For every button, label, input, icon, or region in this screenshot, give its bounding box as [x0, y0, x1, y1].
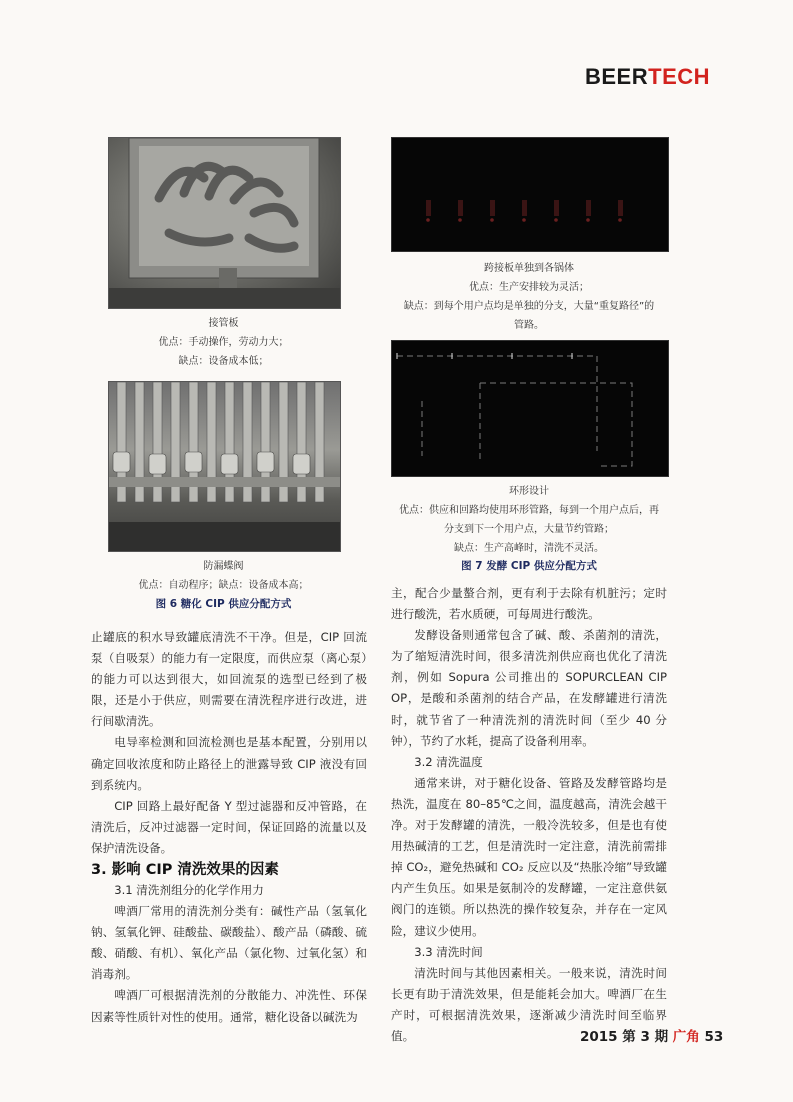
butterfly-valve-illustration — [109, 382, 340, 551]
right-para-4: 清洗时间与其他因素相关。一般来说，清洗时间长更有助于清洗效果，但是能耗会加大。啤酒厂在生产时，可根据清洗效果，逐渐减少清洗时间至临界值。 — [391, 965, 667, 1043]
left-column-bottom — [91, 880, 367, 1028]
subsection-3-3: 3.3 清洗时间 — [414, 944, 483, 959]
left-para-5: 啤酒厂可根据清洗剂的分散能力、冲洗性、环保因素等性质针对性的使用。通常，糖化设备以碱洗为 — [91, 988, 367, 1024]
section-heading-3: 3. 影响 CIP 清洗效果的因素 — [91, 862, 279, 878]
fig6-img2-text: 优点：自动程序；缺点：设备成本高； — [138, 580, 309, 591]
footer-page-number: 53 — [704, 1029, 724, 1045]
subsection-3-2: 3.2 清洗温度 — [414, 754, 483, 769]
left-para-2: 电导率检测和回流检测也是基本配置，分别用以确定回收浓度和防止路径上的泄露导致 CIP 液没有回到系统内。 — [91, 735, 367, 792]
fig7-img1-pros: 优点：生产安排较为灵活； — [469, 282, 589, 293]
fig7-img2-title: 环形设计 — [509, 486, 549, 497]
fig7-img2-cons: 缺点：生产高峰时，清洗不灵活。 — [454, 543, 604, 554]
right-column — [391, 583, 667, 1047]
subsection-3-1: 3.1 清洗剂组分的化学作用力 — [114, 883, 264, 897]
fig7-img1-title: 跨接板单独到各锅体 — [484, 263, 574, 274]
right-para-3: 通常来讲，对于糖化设备、管路及发酵管路均是热洗，温度在 80–85℃之间，温度越高，清洗会越干净。对于发酵罐的清洗，一般冷洗较多，但是也有使用热碱清的工艺，但是清洗时一定注意，清洗前需排掉 CO₂，避免热碱和 CO₂ 反应以及“热胀冷缩”导致罐内产生负压。如果是氨制冷的发酵罐，一定注意供氨阀门的连锁。所以热洗的操作较复杂，并存在一定风险，建议少使用。 — [391, 775, 667, 938]
left-para-3: CIP 回路上最好配备 Y 型过滤器和反冲管路，在清洗后，反冲过滤器一定时间，保证回路的流量以及保护清洗设备。 — [91, 798, 367, 855]
fig7-caption: 图 7 发酵 CIP 供应分配方式 — [461, 560, 597, 572]
footer-magazine: 广角 — [672, 1029, 700, 1045]
fig7-img1-cons-1: 缺点：到每个用户点均是单独的分支，大量“重复路径”的 — [403, 301, 655, 312]
fig7-img2-pros-2: 分支到下一个用户点，大量节约管路； — [444, 524, 614, 535]
footer-issue: 第 3 期 — [622, 1029, 669, 1045]
fig6-img1-title: 接管板 — [208, 318, 239, 329]
fig7-img2-caption — [391, 482, 667, 558]
transfer-panel-photo — [108, 137, 341, 309]
fig6-img1-caption — [108, 314, 339, 371]
fig7-img1-caption — [391, 259, 667, 335]
fig7-img2-pros-1: 优点：供应和回路均使用环形管路，每到一个用户点后，再 — [399, 505, 659, 516]
ring-design-illustration — [392, 341, 668, 476]
right-para-2: 发酵设备则通常包含了碱、酸、杀菌剂的清洗，为了缩短清洗时间，很多清洗剂供应商也优化了清洗剂，例如 Sopura 公司推出的 SOPURCLEAN CIP OP，是酸和杀菌剂的结合产品，在发酵罐进行清洗时，就节省了一种清洗剂的清洗时间（至少 40 分钟），节约了水耗，提高了设备利用率。 — [391, 628, 667, 748]
transfer-panel-illustration — [109, 138, 340, 308]
fig7-img1-cons-2: 管路。 — [514, 320, 544, 331]
crossover-panel-photo — [391, 137, 669, 252]
crossover-panel-illustration — [392, 138, 668, 251]
page-footer — [580, 1025, 723, 1045]
left-column-top — [91, 627, 367, 859]
fig6-img1-pros: 优点：手动操作，劳动力大； — [158, 337, 289, 348]
ring-design-diagram — [391, 340, 669, 477]
brand-logo — [585, 64, 710, 90]
footer-year: 2015 — [580, 1029, 618, 1045]
left-para-4: 啤酒厂常用的清洗剂分类有：碱性产品（氢氧化钠、氢氧化钾、硅酸盐、碳酸盐）、酸产品（磷酸、硫酸、硝酸、有机）、氧化产品（氯化物、过氧化氢）和消毒剂。 — [91, 904, 367, 982]
butterfly-valve-photo — [108, 381, 341, 552]
brand-tech: TECH — [648, 64, 711, 89]
fig6-img2-title: 防漏蝶阀 — [203, 561, 244, 572]
brand-beer: BEER — [585, 64, 649, 89]
right-para-1: 主，配合少量螯合剂，更有利于去除有机脏污；定时进行酸洗，若水质硬，可每周进行酸洗。 — [391, 586, 667, 622]
fig6-caption: 图 6 糖化 CIP 供应分配方式 — [155, 598, 292, 610]
fig6-img2-caption — [108, 557, 339, 595]
fig6-img1-cons: 缺点：设备成本低； — [178, 356, 269, 367]
left-para-1: 止罐底的积水导致罐底清洗不干净。但是，CIP 回流泵（自吸泵）的能力有一定限度，而供应泵（离心泵）的能力可以达到很大，如回流泵的选型已经到了极限，还是小于供应，则需要在清洗程序进行改进，进行间歇清洗。 — [91, 630, 367, 729]
